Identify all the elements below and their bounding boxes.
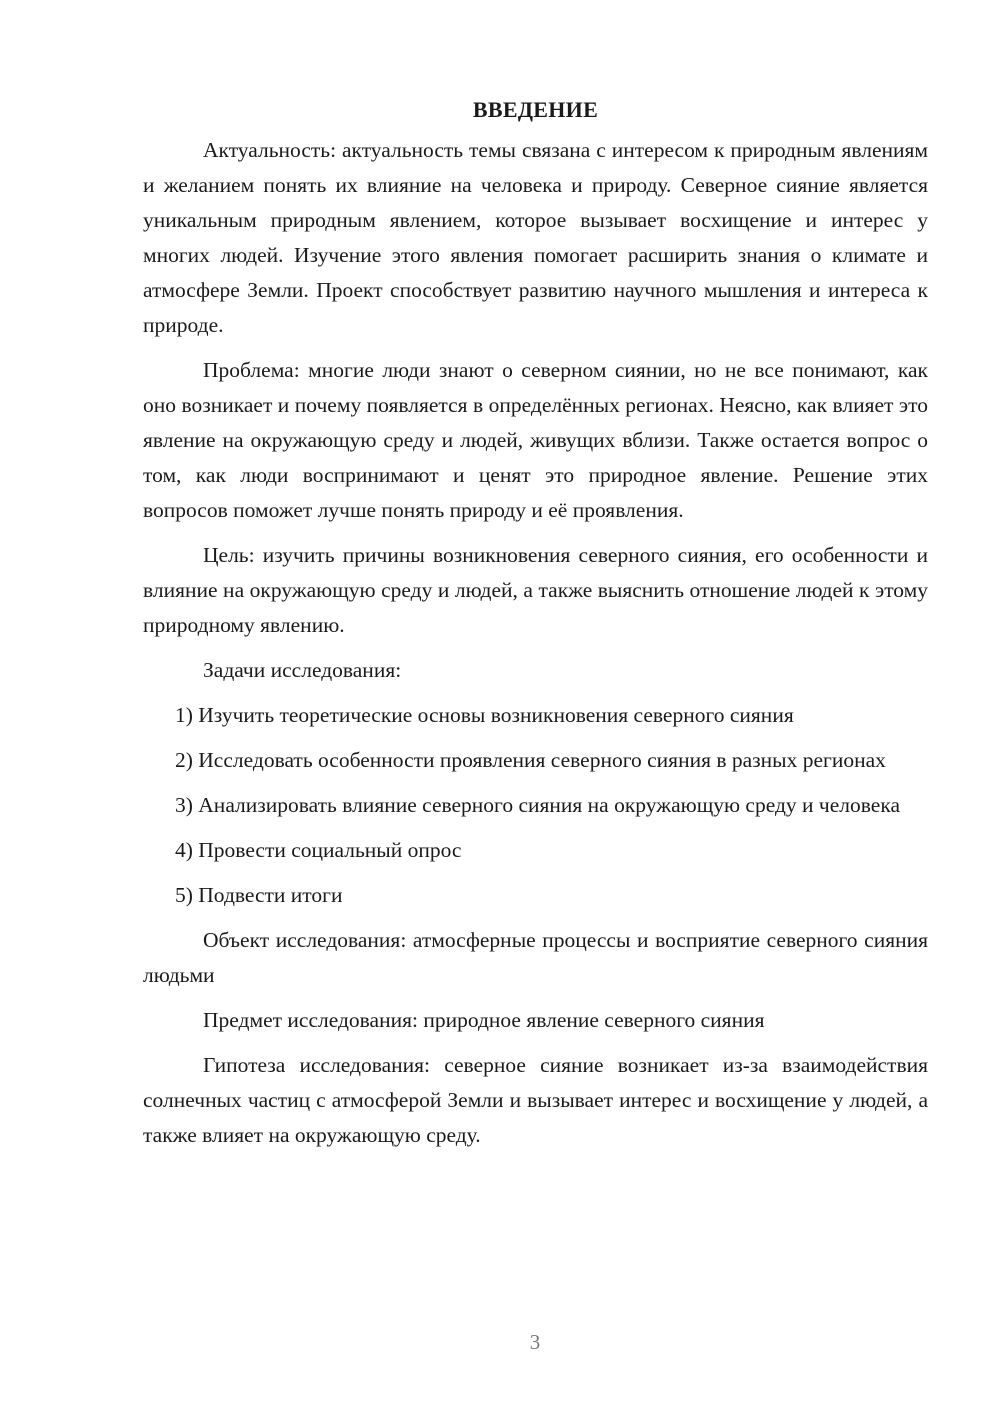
problem-paragraph: Проблема: многие люди знают о северном сиянии, но не все понимают, как оно возникает и почему появляется в определённых регионах. Неясно, как влияет это явление на окружающую среду и людей, живущих вблизи. Также остается вопрос о том, как люди воспринимают и ценят это природное явление. Решение этих вопросов поможет лучше понять природу и её проявления. bbox=[143, 358, 928, 522]
hypothesis-paragraph: Гипотеза исследования: северное сияние возникает из-за взаимодействия солнечных частиц с атмосферой Земли и вызывает интерес и восхищение у людей, а также влияет на окружающую среду. bbox=[143, 1053, 928, 1147]
task-item-1: 1) Изучить теоретические основы возникновения северного сияния bbox=[175, 703, 794, 727]
subject-paragraph: Предмет исследования: природное явление северного сияния bbox=[203, 1008, 765, 1032]
tasks-heading: Задачи исследования: bbox=[203, 658, 402, 682]
section-title: ВВЕДЕНИЕ bbox=[472, 97, 599, 122]
relevance-paragraph: Актуальность: актуальность темы связана с интересом к природным явлениям и желанием понять их влияние на человека и природу. Северное сияние является уникальным природным явлением, которое вызывает восхищение и интерес у многих людей. Изучение этого явления помогает расширить знания о климате и атмосфере Земли. Проект способствует развитию научного мышления и интереса к природе. bbox=[143, 138, 928, 337]
document-page bbox=[143, 92, 928, 1163]
task-item-3: 3) Анализировать влияние северного сияния на окружающую среду и человека bbox=[175, 793, 900, 817]
task-item-5: 5) Подвести итоги bbox=[175, 883, 343, 907]
task-item-2: 2) Исследовать особенности проявления северного сияния в разных регионах bbox=[175, 748, 886, 772]
object-paragraph: Объект исследования: атмосферные процессы и восприятие северного сияния людьми bbox=[143, 928, 928, 987]
page-number: 3 bbox=[529, 1330, 541, 1354]
task-item-4: 4) Провести социальный опрос bbox=[175, 838, 462, 862]
goal-paragraph: Цель: изучить причины возникновения северного сияния, его особенности и влияние на окружающую среду и людей, а также выяснить отношение людей к этому природному явлению. bbox=[143, 543, 928, 637]
